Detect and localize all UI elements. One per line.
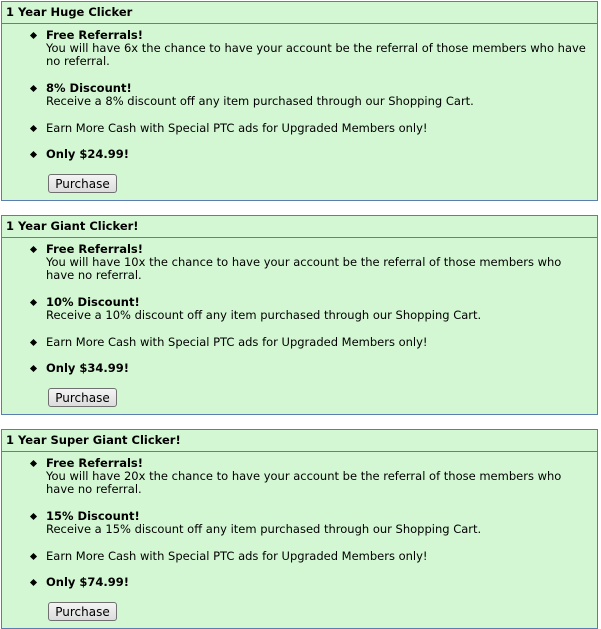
feature-price: [2, 148, 591, 161]
purchase-button[interactable]: Purchase: [48, 388, 117, 407]
feature-ptc-ads: [2, 122, 591, 135]
feature-discount: [2, 510, 591, 536]
purchase-button[interactable]: Purchase: [48, 602, 117, 621]
feature-list: [2, 238, 597, 375]
plan-panel-giant-clicker: [1, 215, 598, 415]
bullet-icon: [30, 460, 37, 467]
feature-description: Earn More Cash with Special PTC ads for Upgraded Members only!: [46, 549, 428, 563]
bullet-icon: [30, 339, 37, 346]
feature-heading: 15% Discount!: [46, 509, 140, 523]
price-text: Only $74.99!: [46, 575, 130, 589]
feature-free-referrals: [2, 29, 591, 68]
feature-discount: [2, 296, 591, 322]
feature-description: Receive a 10% discount off any item purchased through our Shopping Cart.: [46, 308, 482, 322]
bullet-icon: [30, 553, 37, 560]
feature-description: You will have 6x the chance to have your account be the referral of those members who have no referral.: [46, 41, 586, 68]
bullet-icon: [30, 365, 37, 372]
feature-list: [2, 452, 597, 589]
feature-description: You will have 20x the chance to have your account be the referral of those members who have no referral.: [46, 469, 562, 496]
feature-ptc-ads: [2, 336, 591, 349]
feature-description: Receive a 15% discount off any item purchased through our Shopping Cart.: [46, 522, 482, 536]
feature-description: Earn More Cash with Special PTC ads for Upgraded Members only!: [46, 121, 428, 135]
feature-free-referrals: [2, 457, 591, 496]
bullet-icon: [30, 85, 37, 92]
price-text: Only $24.99!: [46, 147, 130, 161]
feature-price: [2, 576, 591, 589]
feature-heading: Free Referrals!: [46, 242, 143, 256]
feature-description: You will have 10x the chance to have your account be the referral of those members who have no referral.: [46, 255, 562, 282]
feature-ptc-ads: [2, 550, 591, 563]
bullet-icon: [30, 299, 37, 306]
plan-title: 1 Year Giant Clicker!: [2, 216, 597, 238]
plan-title: 1 Year Huge Clicker: [2, 2, 597, 24]
bullet-icon: [30, 513, 37, 520]
feature-free-referrals: [2, 243, 591, 282]
feature-price: [2, 362, 591, 375]
bullet-icon: [30, 246, 37, 253]
plan-panel-huge-clicker: [1, 1, 598, 201]
feature-heading: 8% Discount!: [46, 81, 132, 95]
feature-heading: Free Referrals!: [46, 28, 143, 42]
feature-heading: Free Referrals!: [46, 456, 143, 470]
purchase-button[interactable]: Purchase: [48, 174, 117, 193]
bullet-icon: [30, 579, 37, 586]
feature-heading: 10% Discount!: [46, 295, 140, 309]
price-text: Only $34.99!: [46, 361, 130, 375]
bullet-icon: [30, 125, 37, 132]
feature-description: Earn More Cash with Special PTC ads for Upgraded Members only!: [46, 335, 428, 349]
plan-panel-super-giant-clicker: [1, 429, 598, 629]
feature-description: Receive a 8% discount off any item purchased through our Shopping Cart.: [46, 94, 474, 108]
bullet-icon: [30, 32, 37, 39]
feature-list: [2, 24, 597, 161]
bullet-icon: [30, 151, 37, 158]
plan-title: 1 Year Super Giant Clicker!: [2, 430, 597, 452]
feature-discount: [2, 82, 591, 108]
